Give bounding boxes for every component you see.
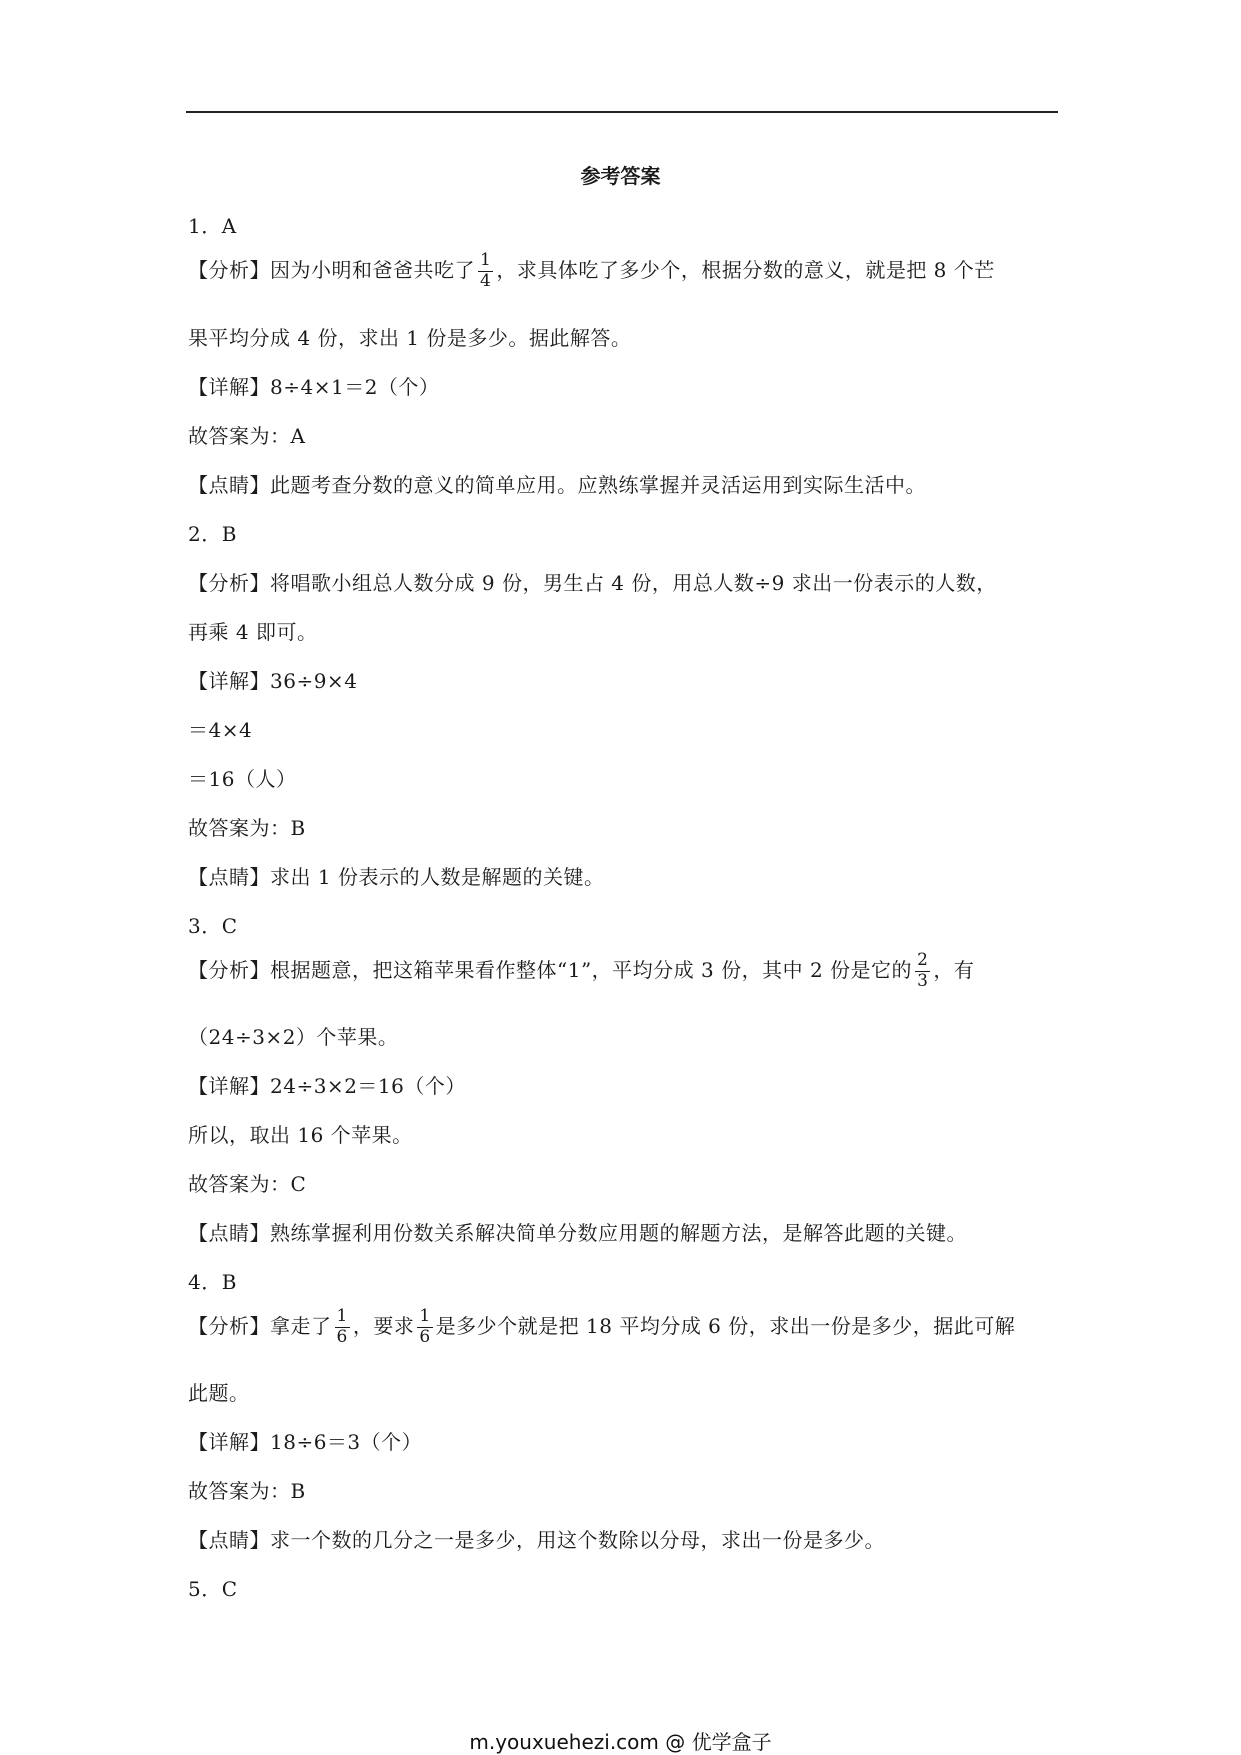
answer-4-analysis-cont: 此题。 [188,1381,250,1405]
answer-1-conclusion: 故答案为：A [188,424,306,448]
answer-2-comment: 【点睛】求出 1 份表示的人数是解题的关键。 [188,865,605,889]
fraction-1-6: $\frac{1}{6}$ [336,1306,348,1347]
answer-2-detail: 【详解】36÷9×4 [188,669,358,693]
answer-4-conclusion: 故答案为：B [188,1479,306,1503]
fraction-1-4: $\frac{1}{4}$ [480,250,492,291]
answer-2-analysis-cont: 再乘 4 即可。 [188,620,318,644]
answer-4-number: 4．B [188,1270,237,1294]
page-title: 参考答案 [580,164,661,188]
answer-5-number: 5．C [188,1577,238,1601]
answer-2-conclusion: 故答案为：B [188,816,306,840]
answer-3-number: 3．C [188,914,238,938]
answer-4-analysis: 【分析】拿走了 $\frac{1}{6}$ ，要求 $\frac{1}{6}$ 是多少个就是把 18 平均分成 6 份，求出一份是多少，据此可解 [188,1306,1016,1347]
answer-1-analysis: 【分析】因为小明和爸爸共吃了 $\frac{1}{4}$ ，求具体吃了多少个，根据分数的意义，就是把 8 个芒 [188,250,995,291]
answer-1-number: 1．A [188,214,237,238]
answer-3-analysis-cont: （24÷3×2）个苹果。 [188,1025,399,1049]
answer-2-step-2: ＝16（人） [188,767,297,791]
answer-2-number: 2．B [188,522,237,546]
answer-3-conclusion: 故答案为：C [188,1172,307,1196]
answer-4-comment: 【点睛】求一个数的几分之一是多少，用这个数除以分母，求出一份是多少。 [188,1528,885,1552]
answer-3-extra: 所以，取出 16 个苹果。 [188,1123,413,1147]
fraction-2-3: $\frac{2}{3}$ [917,950,929,991]
answer-2-analysis: 【分析】将唱歌小组总人数分成 9 份，男生占 4 份，用总人数÷9 求出一份表示的人数， [188,571,997,595]
answer-2-step-1: ＝4×4 [188,718,253,742]
answer-3-detail: 【详解】24÷3×2＝16（个） [188,1074,466,1098]
header-rule [186,111,1058,113]
answer-1-detail: 【详解】8÷4×1＝2（个） [188,375,440,399]
answer-4-detail: 【详解】18÷6＝3（个） [188,1430,423,1454]
answer-3-comment: 【点睛】熟练掌握利用份数关系解决简单分数应用题的解题方法，是解答此题的关键。 [188,1221,967,1245]
fraction-1-6-second: $\frac{1}{6}$ [419,1306,431,1347]
answer-1-analysis-cont: 果平均分成 4 份，求出 1 份是多少。据此解答。 [188,326,632,350]
footer-watermark: m.youxuehezi.com @ 优学盒子 [469,1730,772,1754]
answer-3-analysis: 【分析】根据题意，把这箱苹果看作整体“1”，平均分成 3 份，其中 2 份是它的 $\frac{2}{3}$ ，有 [188,950,975,991]
answer-1-comment: 【点睛】此题考查分数的意义的简单应用。应熟练掌握并灵活运用到实际生活中。 [188,473,926,497]
